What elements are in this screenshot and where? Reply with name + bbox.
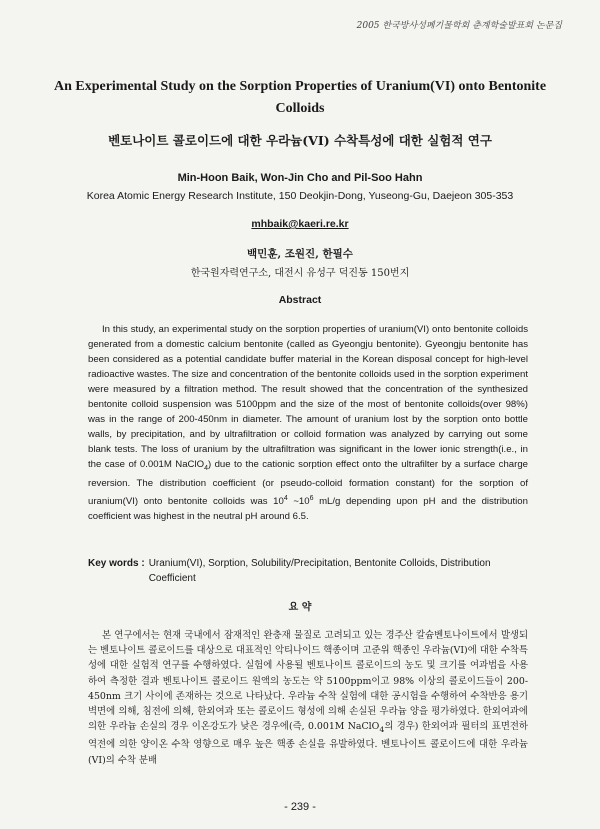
keywords-text: Uranium(VI), Sorption, Solubility/Precipitation, Bentonite Colloids, Distribution Coefficient bbox=[148, 558, 491, 584]
korean-abstract-text-2: 의 경우) 한외여과 필터의 표면전하 역전에 의한 양이온 수착 영향으로 매우 높은 핵종 손실을 유발하였다. 벤토나이트 콜로이드에 대한 우라늄(VI)의 수착 분배 bbox=[88, 721, 528, 766]
korean-abstract-heading: 요 약 bbox=[288, 602, 312, 613]
paper-title: An Experimental Study on the Sorption Properties of Uranium(VI) onto Bentonite Colloids bbox=[53, 79, 547, 116]
abstract-text-3: ~10 bbox=[287, 496, 310, 508]
abstract-superscript-2: 6 bbox=[309, 494, 314, 502]
abstract-heading: Abstract bbox=[278, 294, 322, 306]
abstract-subscript-1: 4 bbox=[204, 464, 208, 472]
abstract-text-1: In this study, an experimental study on the sorption properties of uranium(VI) onto bentonite colloids generated from a domestic calcium bentonite (called as Gyeongju bentonite). Gyeongju bentonite has been considered as a potential candidate buffer material in the Korean disposal concept for high-level radioactive wastes. The size and concentration of the bentonite colloids used in the sorption experiment were measured by a filtration method. The result showed that the concentration of the synthesized bentonite colloid suspension was 5100ppm and the size of the most of bentonite colloids(over 98%) was in the range of 200-450nm in diameter. The amount of uranium lost by the sorption onto bottle walls, by precipitation, and by ultrafiltration or colloid formation was analyzed by carrying out some blank tests. The loss of uranium by the ultrafiltration was significant in the lower ionic strength(i.e., in the case of 0.001M NaClO bbox=[88, 324, 528, 470]
paper-title-korean: 벤토나이트 콜로이드에 대한 우라늄(VI) 수착특성에 대한 실험적 연구 bbox=[108, 133, 492, 148]
korean-abstract-body bbox=[88, 628, 528, 768]
author-list: Min-Hoon Baik, Won-Jin Cho and Pil-Soo Hahn bbox=[177, 172, 423, 184]
email-link[interactable]: mhbaik@kaeri.re.kr bbox=[251, 218, 349, 230]
abstract-text-4: mL/g depending upon pH and the distribution coefficient was highest in the neutral pH around 6.5. bbox=[88, 496, 528, 523]
keywords bbox=[88, 556, 528, 586]
page-number: - 239 - bbox=[284, 801, 316, 813]
author-list-korean: 백민훈, 조원진, 한필수 bbox=[247, 248, 353, 260]
affiliation-korean: 한국원자력연구소, 대전시 유성구 덕진동 150번지 bbox=[190, 268, 410, 279]
abstract-body bbox=[88, 322, 528, 524]
abstract-text-2: ) due to the cationic sorption effect onto the ultrafilter by a surface charge reversion. The distribution coefficient (or pseudo-colloid formation constant) for the sorption of uranium(VI) onto bentonite colloids was 10 bbox=[88, 459, 528, 508]
korean-abstract-text-1: 본 연구에서는 현재 국내에서 잠재적인 완충재 물질로 고려되고 있는 경주산 칼슘벤토나이트에서 발생되는 벤토나이트 콜로이드를 대상으로 대표적인 악티나이드 핵종이며 고준위 핵종인 우라늄(VI)에 대한 수착특성에 대한 실험적 연구를 수행하였다. 실험에 사용될 벤토나이트 콜로이드의 농도 및 크기를 여과법을 사용하여 측정한 결과 벤토나이트 콜로이드 원액의 농도는 약 5100ppm이고 98% 이상의 콜로이드들이 200-450nm 크기 사이에 존재하는 것으로 나타났다. 우라늄 수착 실험에 대한 공시험을 수행하여 수착반응 용기 벽면에 의해, 침전에 의해, 한외여과 또는 콜로이드 형성에 의해 손실된 우라늄 양을 평가하였다. 한외여과에 의한 우라늄 손실의 경우 이온강도가 낮은 경우에(즉, 0.001M NaClO bbox=[88, 630, 528, 733]
affiliation: Korea Atomic Energy Research Institute, 150 Deokjin-Dong, Yuseong-Gu, Daejeon 305-353 bbox=[86, 190, 514, 202]
korean-abstract-subscript: 4 bbox=[379, 725, 385, 735]
abstract-superscript-1: 4 bbox=[283, 494, 288, 502]
running-header: 2005 한국방사성폐기물학회 춘계학술발표회 논문집 bbox=[356, 21, 562, 31]
keywords-label: Key words : bbox=[88, 558, 145, 569]
